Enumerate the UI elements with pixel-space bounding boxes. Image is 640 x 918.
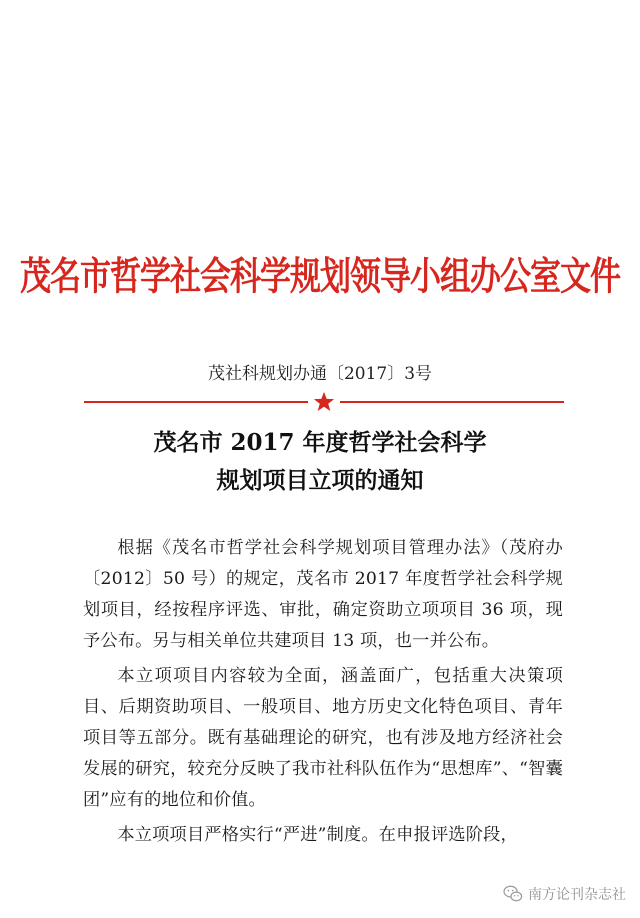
watermark-text: 南方论刊杂志社	[528, 887, 626, 903]
wechat-icon	[503, 885, 523, 903]
body-paragraph-3: 本立项项目严格实行“严进”制度。在申报评选阶段，	[117, 825, 518, 845]
star-icon	[313, 391, 335, 413]
notice-body	[83, 533, 563, 855]
issuer-title: 茂名市哲学社会科学规划领导小组办公室文件	[20, 254, 620, 300]
notice-title-line-2: 规划项目立项的通知	[216, 467, 424, 494]
divider-line-left	[84, 401, 308, 403]
body-paragraph-2: 本立项项目内容较为全面，涵盖面广，包括重大决策项目、后期资助项目、一般项目、地方历史文化特色项目、青年项目等五部分。既有基础理论的研究，也有涉及地方经济社会发展的研究，较充分反映了我市社科队伍作为“思想库”、“智囊团”应有的地位和价值。	[83, 666, 563, 810]
red-divider	[84, 391, 564, 413]
source-watermark	[503, 884, 626, 904]
document-number: 茂社科规划办通〔2017〕3号	[207, 364, 433, 384]
notice-title-line-1: 茂名市 2017 年度哲学社会科学	[153, 429, 487, 456]
divider-line-right	[340, 401, 564, 403]
body-paragraph-1: 根据《茂名市哲学社会科学规划项目管理办法》（茂府办〔2012〕50 号）的规定，茂名市 2017 年度哲学社会科学规划项目，经按程序评选、审批，确定资助立项项目 36 项，现予公布。另与相关单位共建项目 13 项，也一并公布。	[83, 538, 563, 651]
notice-title	[0, 424, 640, 500]
